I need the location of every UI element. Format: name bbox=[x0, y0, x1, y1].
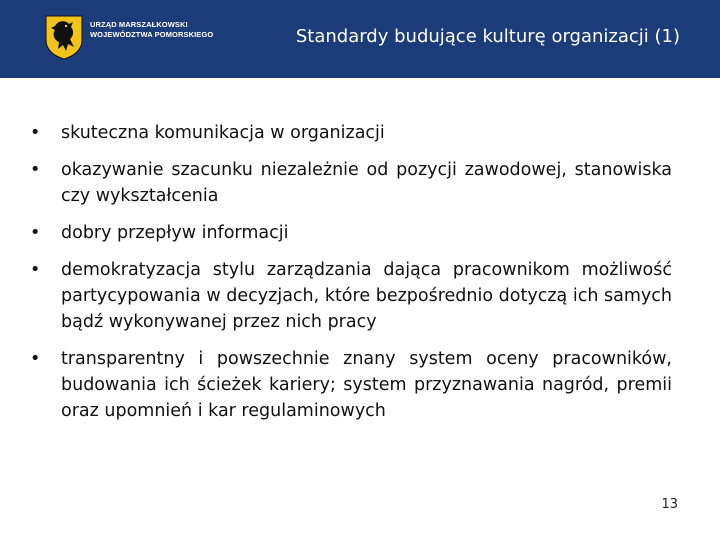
bullet-text: dobry przepływ informacji bbox=[61, 223, 289, 243]
bullet-dot: • bbox=[30, 123, 41, 143]
bullet-item bbox=[30, 346, 672, 424]
bullet-text: transparentny i powszechnie znany system oceny pracowników, budowania ich ścieżek kariery; system przyznawania nagród, premii oraz upomnień i kar regulaminowych bbox=[61, 349, 672, 421]
bullet-text: skuteczna komunikacja w organizacji bbox=[61, 123, 385, 143]
page-number: 13 bbox=[661, 497, 678, 512]
bullet-item bbox=[30, 120, 672, 146]
griffin-coat-of-arms-icon bbox=[44, 14, 84, 60]
bullet-text: demokratyzacja stylu zarządzania dająca pracownikom możliwość partycypowania w decyzjach, które bezpośrednio dotyczą ich samych bądź wykonywanej przez nich pracy bbox=[61, 260, 672, 332]
bullet-list bbox=[30, 120, 672, 435]
logo-line-1: URZĄD MARSZAŁKOWSKI bbox=[90, 20, 188, 29]
bullet-item bbox=[30, 257, 672, 335]
header-bar bbox=[0, 0, 720, 78]
bullet-item bbox=[30, 157, 672, 209]
bullet-item bbox=[30, 220, 672, 246]
bullet-dot: • bbox=[30, 160, 41, 180]
bullet-text: okazywanie szacunku niezależnie od pozycji zawodowej, stanowiska czy wykształcenia bbox=[61, 160, 672, 206]
bullet-dot: • bbox=[30, 260, 41, 280]
bullet-dot: • bbox=[30, 223, 41, 243]
logo-line-2: WOJEWÓDZTWA POMORSKIEGO bbox=[90, 30, 214, 39]
logo-text bbox=[90, 20, 213, 40]
slide-title: Standardy budujące kulturę organizacji (1) bbox=[295, 26, 680, 47]
bullet-dot: • bbox=[30, 349, 41, 369]
